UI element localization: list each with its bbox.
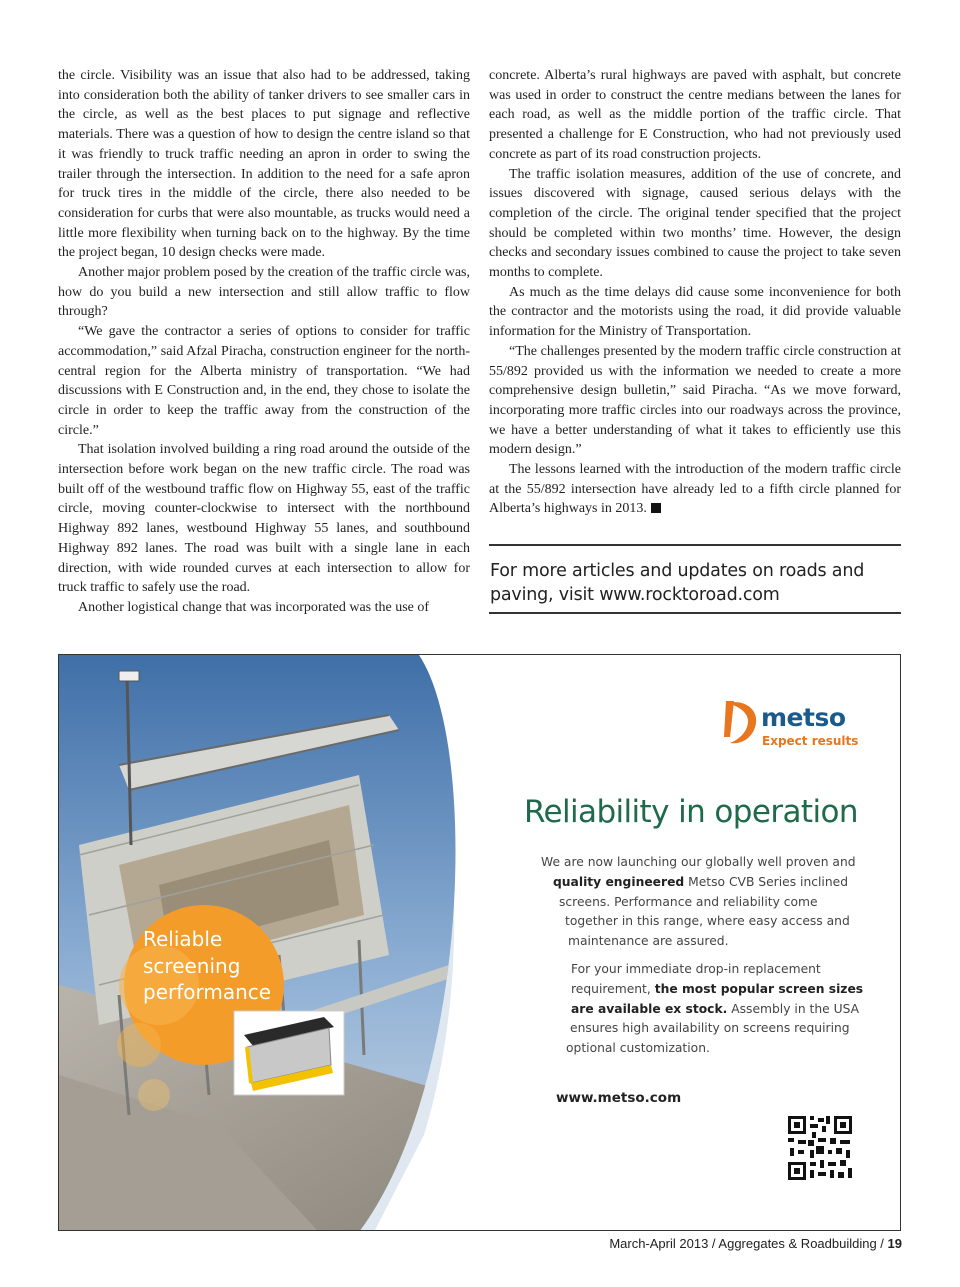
metso-brand: metso	[761, 703, 846, 732]
article-column-left	[58, 66, 470, 618]
end-mark-icon	[651, 503, 661, 513]
promo-text[interactable]	[490, 559, 864, 607]
article-paragraph: As much as the time delays did cause some inconvenience for both the contractor and the motorists using the road, it did provide valuable information for the Ministry of Transportation.	[489, 284, 901, 340]
ad-copy-bold: are available ex stock.	[571, 1001, 728, 1016]
ad-copy-line	[541, 873, 856, 893]
ad-copy-text: requirement,	[571, 981, 655, 996]
article-paragraph-last	[489, 460, 901, 519]
ad-copy-line: optional customization.	[566, 1041, 710, 1056]
article-paragraph-text: The lessons learned with the introduction of the modern traffic circle at the 55/892 intersection have already led to a fifth circle planned for Alberta’s highways in 2013.	[489, 462, 901, 517]
ad-copy-line: For your immediate drop-in replacement	[571, 962, 821, 976]
ad-copy-line	[566, 1000, 863, 1020]
ad-copy-line: maintenance are assured.	[568, 934, 729, 949]
ad-copy-block-2	[566, 960, 863, 1059]
article-paragraph: the circle. Visibility was an issue that also had to be addressed, taking into consideration both the ability of tanker drivers to see smaller cars in the circle, as well as the best places to put signage and reflective materials. There was a question of how to design the centre island so that it was friendly to truck traffic needing an apron in order to swing the trailer through the intersection. In addition to the need for a safe apron for truck tires in the middle of the circle, there also needed to be consideration for curbs that were also mountable, as trucks would need a little more flexibility when turning back on to the highway. By the time the project began, 10 design checks were made.	[58, 68, 470, 261]
metso-logo-icon	[722, 697, 762, 749]
screen-product-image	[234, 1011, 344, 1095]
ad-copy-bold: quality engineered	[553, 874, 685, 889]
qr-code-icon[interactable]	[786, 1114, 854, 1182]
ad-copy-block-1	[541, 853, 856, 952]
ad-copy-line: We are now launching our globally well proven and	[541, 855, 856, 869]
ad-copy-line: ensures high availability on screens requiring	[570, 1021, 850, 1036]
issue-label: March-April 2013 / Aggregates & Roadbuilding /	[609, 1236, 888, 1251]
ad-copy-text: Metso CVB Series inclined	[684, 874, 848, 889]
ad-headline: Reliability in operation	[524, 794, 858, 830]
article-paragraph: concrete. Alberta’s rural highways are paved with asphalt, but concrete was used in order to construct the centre medians between the lanes for each road, as well as the middle portion of the traffic circle. That presented a challenge for E Construction, who had not previously used concrete as part of its road construction projects.	[489, 68, 901, 162]
page-number: 19	[887, 1236, 902, 1251]
ad-copy-line	[566, 980, 863, 1000]
article-paragraph: Another logistical change that was incorporated was the use of	[78, 599, 430, 615]
article-column-right	[489, 66, 901, 519]
promo-box	[489, 544, 901, 614]
article-paragraph: Another major problem posed by the creation of the traffic circle was, how do you build a new intersection and still allow traffic to flow through?	[58, 265, 470, 320]
article-paragraph: The traffic isolation measures, addition of the use of concrete, and issues discovered with signage, caused serious delays with the completion of the circle. The original tender specified that the project should be completed within two months’ time. However, the design checks and secondary issues combined to cause the project to take seven months to complete.	[489, 166, 901, 281]
badge-line-1: Reliable	[143, 927, 223, 951]
article-paragraph: “We gave the contractor a series of options to consider for traffic accommodation,” said Afzal Piracha, construction engineer for the north-central region for the Alberta ministry of transportation. “We had discussions with E Construction and, in the end, they chose to isolate the circle in order to keep the traffic away from the construction of the circle.”	[58, 324, 470, 438]
ad-copy-line: screens. Performance and reliability come	[559, 894, 818, 909]
promo-line-2: paving, visit www.rocktoroad.com	[490, 585, 780, 605]
promo-line-1: For more articles and updates on roads and	[490, 561, 865, 581]
badge-line-3: performance	[143, 980, 272, 1004]
metso-tagline: Expect results	[762, 734, 859, 748]
badge-line-2: screening	[143, 954, 241, 978]
ad-copy-bold: the most popular screen sizes	[654, 981, 864, 996]
ad-copy-text: Assembly in the USA	[727, 1001, 860, 1016]
article-paragraph: That isolation involved building a ring road around the outside of the intersection before work began on the new traffic circle. The road was built off of the westbound traffic flow on Highway 55, east of the traffic circle, moving counter-clockwise to intersect with the northbound Highway 892 lanes, westbound Highway 55 lanes, and southbound Highway 892 lanes. The road was built with a single lane in each direction, with wide rounded curves at each intersection to allow for truck traffic to safely use the road.	[58, 442, 470, 596]
article-paragraph: “The challenges presented by the modern traffic circle construction at 55/892 provided us with the information we needed to create a more comprehensive design bulletin,” said Piracha. “As we move forward, incorporating more traffic circles into our roadways across the province, we have a better understanding of what it takes to efficiently use this modern design.”	[489, 343, 901, 458]
ad-website-link[interactable]: www.metso.com	[556, 1090, 682, 1106]
page-footer	[609, 1236, 902, 1251]
ad-copy-line: together in this range, where easy access and	[565, 914, 850, 929]
